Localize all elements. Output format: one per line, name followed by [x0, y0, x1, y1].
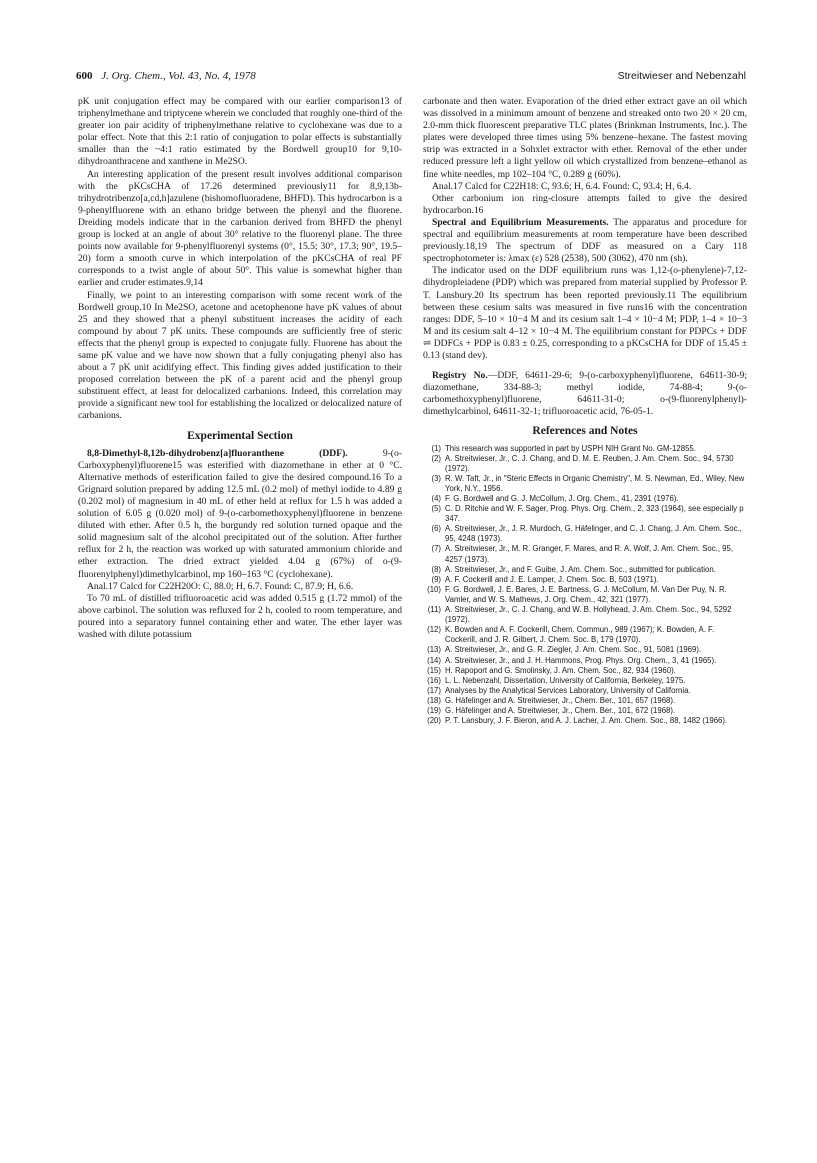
reference-number: (12) — [427, 625, 441, 635]
reference-number: (3) — [431, 473, 441, 483]
spacer — [423, 362, 747, 370]
reference-item — [423, 645, 747, 655]
reference-number: (19) — [427, 705, 441, 715]
reference-number: (8) — [431, 564, 441, 574]
reference-number: (9) — [431, 574, 441, 584]
body-paragraph: pK unit conjugation effect may be compared with our earlier comparison13 of triphenylmethane and triptycene wherein we concluded that roughly one-third of the greater ion pair acidity of triphenylmethane relative to cyclohexane was due to a polar effect. Note that this 2:1 ratio of conjugation to polar effects is substantially smaller than the ~4:1 ratio estimated by the Bordwell group10 for 9,10-dihydroanthracene and xanthene in Me2SO. — [78, 96, 402, 168]
reference-number: (16) — [427, 675, 441, 685]
reference-item — [423, 524, 747, 544]
ddf-heading: 8,8-Dimethyl-8,12b-dihydrobenz[a]fluoranthene (DDF). — [87, 447, 348, 459]
registry-text: —DDF, 64611-29-6; 9-(o-carboxyphenyl)fluorene, 64611-30-9; diazomethane, 334-88-3; methyl iodide, 74-88-4; 9-(o-carbomethoxyphenyl)fluorene, 64611-31-0; o-(9-fluorenylphenyl)-dimethylcarbinol, 64611-32-1; trifluoroacetic acid, 76-05-1. — [423, 370, 747, 418]
experimental-section-title: Experimental Section — [187, 429, 293, 442]
body-paragraph: The indicator used on the DDF equilibrium runs was 1,12-(o-phenylene)-7,12-dihydropleiadene (PDP) which was prepared from material supplied by Professor P. T. Lansbury.20 Its spectrum has been reported previously.11 The equilibrium between these cesium salts was measured in five runs16 with the concentration ranges: DDF, 5–10 × 10−4 M and its cesium salt 1–4 × 10−4 M; PDP, 1–4 × 10−3 M and its cesium salt 4–12 × 10−4 M. The equilibrium constant for PDPCs + DDF ⇌ DDFCs + PDP is 0.83 ± 0.25, corresponding to a pKCsCHA for DDF of 15.45 ± 0.13 (stand dev). — [423, 265, 747, 361]
ddf-text: 9-(o-Carboxyphenyl)fluorene15 was esterified with diazomethane in ether at 0 °C. Alternative methods of esterification failed to give the desired compound.16 To a Grignard solution prepared by adding 12.5 mL (0.2 mol) of methyl iodide to 4.89 g (0.202 mol) of magnesium in 40 mL of ether held at reflux for 1.5 h was added a solution of 6.05 g (0.020 mol) of 9-(o-carbomethoxyphenyl)fluorene in benzene diluted with ether. After 0.5 h, the burgundy red solution turned opaque and the solid magnesium salt of the alcohol precipitated out of the solution. After further reflux for 2 h, the reaction was worked up with saturated ammonium chloride and ether extraction. The dried extract yielded 4.04 g (67%) of o-(9-fluorenylphenyl)dimethylcarbinol, mp 160–163 °C (cyclohexane). — [78, 447, 402, 580]
reference-text: F. G. Bordwell and G. J. McCollum, J. Org. Chem., 41, 2391 (1976). — [445, 494, 679, 503]
reference-text: F. G. Bordwell, J. E. Bares, J. E. Bartness, G. J. McCollum, M. Van Der Puy, N. R. Vamler, and W. S. Mathews, J. Org. Chem., 42, 321 (1977). — [445, 584, 727, 604]
reference-item — [423, 696, 747, 706]
reference-number: (7) — [431, 544, 441, 554]
reference-item — [423, 585, 747, 605]
reference-text: A. Streitwieser, Jr., C. J. Chang, and W. B. Hollyhead, J. Am. Chem. Soc., 94, 5292 (1972). — [445, 605, 732, 625]
reference-number: (11) — [427, 605, 441, 615]
body-paragraph: To 70 mL of distilled trifluoroacetic acid was added 0.515 g (1.72 mmol) of the above carbinol. The solution was refluxed for 2 h, cooled to room temperature, and poured into a separatory funnel containing ether and water. The ether layer was washed with dilute potassium — [78, 592, 402, 641]
reference-item — [423, 544, 747, 564]
reference-number: (17) — [427, 685, 441, 695]
registry-paragraph — [423, 370, 747, 418]
reference-text: A. Streitwieser, Jr., J. R. Murdoch, G. Häfelinger, and C. J. Chang, J. Am. Chem. Soc., 95, 4248 (1973). — [445, 524, 742, 544]
reference-number: (20) — [427, 716, 441, 726]
reference-text: L. L. Nebenzahl, Dissertation, University of California, Berkeley, 1975. — [445, 675, 686, 685]
reference-number: (15) — [427, 665, 441, 675]
reference-text: G. Häfelinger and A. Streitwieser, Jr., Chem. Ber., 101, 657 (1968). — [445, 695, 676, 705]
analysis-line: Anal.17 Calcd for C22H20O: C, 88.0; H, 6.7. Found: C, 87.9; H, 6.6. — [87, 580, 354, 592]
body-paragraph: Finally, we point to an interesting comparison with some recent work of the Bordwell group.10 In Me2SO, acetone and acetophenone have pK values of about 25 and they showed that a phenyl substituent increases the acidity of each compound by about 7 pK units. These compounds are sufficiently free of steric effects that the phenyl group is expected to conjugate fully. Fluorene has about the same pK value and we have now shown that a fully conjugating phenyl also has about a 7 pK unit acidifying effect. This finding gives added justification to their proposed correlation between the pK of a parent acid and the phenyl group substituent effect, at least for delocalized carbanions. Indeed, this correlation may provide a significant new tool for establishing the localized or delocalized nature of carbanions. — [78, 289, 402, 422]
reference-number: (6) — [431, 524, 441, 534]
left-column — [78, 96, 402, 641]
reference-item — [423, 575, 747, 585]
spectral-paragraph — [423, 217, 747, 265]
reference-item — [423, 504, 747, 524]
reference-number: (10) — [427, 584, 441, 594]
page-number: 600 — [76, 70, 93, 82]
reference-text: H. Rapoport and G. Smolinsky, J. Am. Chem. Soc., 82, 934 (1960). — [445, 665, 676, 675]
reference-number: (1) — [431, 443, 441, 453]
header-left — [76, 70, 256, 82]
reference-text: A. Streitwieser, Jr., M. R. Granger, F. Mares, and R. A. Wolf, J. Am. Chem. Soc., 95, 4257 (1973). — [445, 544, 734, 564]
reference-text: This research was supported in part by USPH NIH Grant No. GM-12855. — [445, 443, 696, 453]
reference-item — [423, 666, 747, 676]
reference-number: (14) — [427, 655, 441, 665]
reference-item — [423, 565, 747, 575]
reference-item — [423, 706, 747, 716]
reference-item — [423, 474, 747, 494]
reference-number: (13) — [427, 645, 441, 655]
reference-text: A. F. Cockerill and J. E. Lamper, J. Chem. Soc. B, 503 (1971). — [445, 574, 659, 584]
reference-number: (18) — [427, 695, 441, 705]
reference-text: K. Bowden and A. F. Cockerill, Chem. Commun., 989 (1967); K. Bowden, A. F. Cockerill, and J. R. Gilbert, J. Chem. Soc. B, 179 (1970). — [445, 625, 715, 645]
reference-item — [423, 494, 747, 504]
reference-text: R. W. Taft, Jr., in "Steric Effects in Organic Chemistry", M. S. Newman, Ed., Wiley, New York, N.Y., 1956. — [445, 473, 745, 493]
reference-text: P. T. Lansbury, J. F. Bieron, and A. J. Lacher, J. Am. Chem. Soc., 88, 1482 (1966). — [445, 716, 728, 726]
running-head-authors: Streitwieser and Nebenzahl — [617, 70, 746, 82]
reference-text: C. D. Ritchie and W. F. Sager, Prog. Phys. Org. Chem., 2, 323 (1964), see especially p 347. — [445, 504, 744, 524]
ddf-procedure — [78, 448, 402, 581]
reference-item — [423, 676, 747, 686]
references-list — [423, 444, 747, 727]
reference-number: (2) — [431, 453, 441, 463]
reference-text: A. Streitwieser, Jr., and F. Guibe, J. Am. Chem. Soc., submitted for publication. — [445, 564, 716, 574]
reference-number: (4) — [431, 494, 441, 503]
reference-number: (5) — [431, 504, 441, 514]
reference-text: A. Streitwieser, Jr., and J. H. Hammons, Prog. Phys. Org. Chem., 3, 41 (1965). — [445, 655, 717, 665]
spectral-text: The apparatus and procedure for spectral and equilibrium measurements at room temperature have been described previously.18,19 The spectrum of DDF as measured on a Cary 118 spectrophotometer is: λmax (ε) 528 (2538), 500 (3062), 470 nm (sh). — [423, 216, 747, 265]
right-column — [423, 96, 747, 726]
reference-text: A. Streitwieser, Jr., C. J. Chang, and D. M. E. Reuben, J. Am. Chem. Soc., 94, 5730 (1972). — [445, 453, 734, 473]
spectral-heading: Spectral and Equilibrium Measurements. — [432, 216, 609, 228]
references-title: References and Notes — [532, 425, 638, 438]
reference-item — [423, 625, 747, 645]
body-paragraph: Other carbonium ion ring-closure attempts failed to give the desired hydrocarbon.16 — [423, 192, 747, 216]
reference-item — [423, 656, 747, 666]
reference-text: G. Häfelinger and A. Streitwieser, Jr., Chem. Ber., 101, 672 (1968). — [445, 705, 676, 715]
reference-text: A. Streitwieser, Jr., and G. R. Ziegler, J. Am. Chem. Soc., 91, 5081 (1969). — [445, 645, 702, 655]
journal-citation: J. Org. Chem., Vol. 43, No. 4, 1978 — [101, 70, 256, 82]
analysis-line: Anal.17 Calcd for C22H18: C, 93.6; H, 6.4. Found: C, 93.4; H, 6.4. — [432, 180, 692, 192]
body-paragraph: carbonate and then water. Evaporation of the dried ether extract gave an oil which was dissolved in a minimum amount of benzene and streaked onto two 20 × 20 cm, 2.0-mm thick fluorescent preparative TLC plates (Brinkman Instruments, Inc.). The plates were developed three times using 5% benzene–hexane. The fastest moving strip was extracted in a Sohxlet extractor with ether. Removal of the ether under reduced pressure left a light yellow oil which crystallized from benzene–ethanol as fine white needles, mp 102–104 °C, 0.289 g (60%). — [423, 96, 747, 180]
page-header — [76, 70, 746, 86]
reference-text: Analyses by the Analytical Services Laboratory, University of California. — [445, 685, 691, 695]
reference-item — [423, 716, 747, 726]
reference-item — [423, 454, 747, 474]
reference-item — [423, 605, 747, 625]
body-paragraph: An interesting application of the present result involves additional comparison with the pKCsCHA of 17.26 determined previously11 for 8,9,13b-trihydrotribenzo[a,cd,h]azulene (bishomofluoradene, BHFD). This hydrocarbon is a 9-phenylfluorene with an ethano bridge between the phenyl and the fluorene. Dreiding models indicate that in the carbanion derived from BHFD the phenyl group is locked at an angle of about 30° relative to the fluorenyl plane. The three points now available for 9-phenylfluorenyl systems (0°, 15.5; 30°, 17.3; 90°, 19.5–20) form a smooth curve in which interpolation of the pKCsCHA of real PF corresponds to a twist angle of about 50°. This value is somewhat higher than earlier and cruder estimates.9,14 — [78, 168, 402, 289]
reference-item — [423, 686, 747, 696]
registry-heading: Registry No. — [432, 370, 488, 382]
reference-item — [423, 444, 747, 454]
